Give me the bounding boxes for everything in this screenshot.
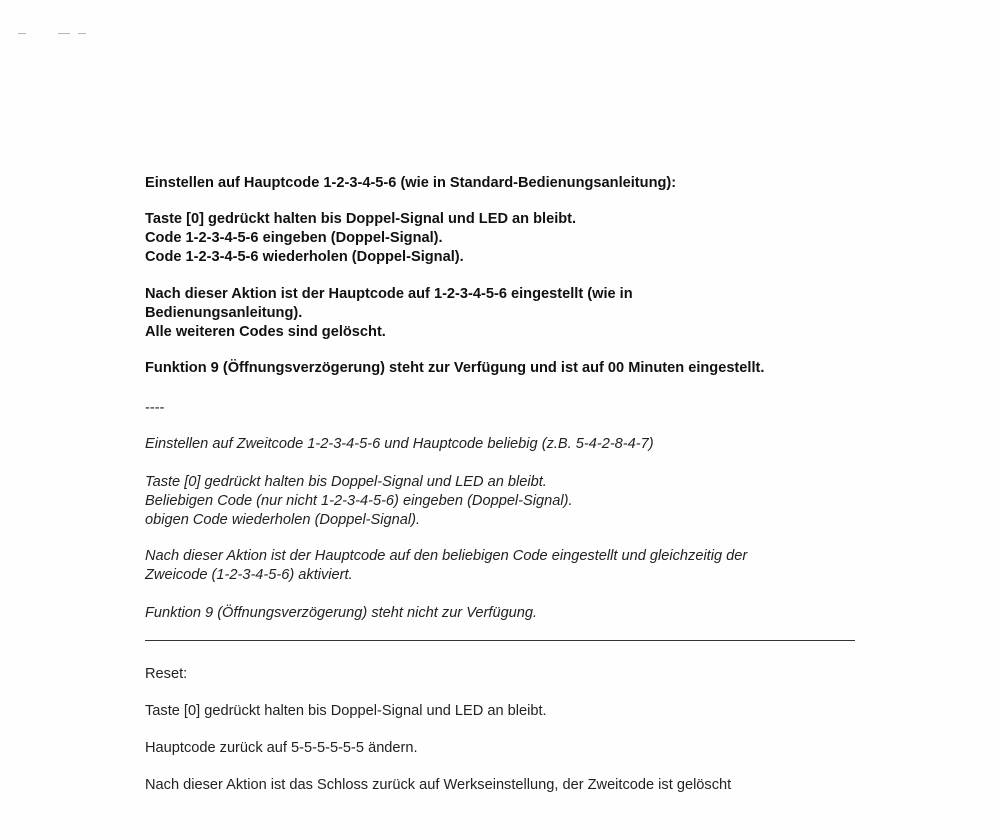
section3-heading: Reset: bbox=[145, 666, 188, 682]
section1-result-line-3: Alle weiteren Codes sind gelöscht. bbox=[145, 324, 386, 340]
section1-result-line-1: Nach dieser Aktion ist der Hauptcode auf 1-2-3-4-5-6 eingestellt (wie in bbox=[145, 286, 633, 302]
section2-step-2: Beliebigen Code (nur nicht 1-2-3-4-5-6) eingeben (Doppel-Signal). bbox=[145, 493, 573, 509]
section2-step-3: obigen Code wiederholen (Doppel-Signal). bbox=[145, 512, 421, 528]
section1-heading: Einstellen auf Hauptcode 1-2-3-4-5-6 (wie in Standard-Bedienungsanleitung): bbox=[145, 175, 677, 191]
section1-step-3: Code 1-2-3-4-5-6 wiederholen (Doppel-Signal). bbox=[145, 249, 464, 265]
section3-step-2: Hauptcode zurück auf 5-5-5-5-5-5 ändern. bbox=[145, 740, 418, 756]
separator-dashes: ---- bbox=[145, 400, 165, 416]
section2-step-1: Taste [0] gedrückt halten bis Doppel-Signal und LED an bleibt. bbox=[145, 474, 547, 490]
section1-step-2: Code 1-2-3-4-5-6 eingeben (Doppel-Signal). bbox=[145, 230, 443, 246]
section2-heading: Einstellen auf Zweitcode 1-2-3-4-5-6 und Hauptcode beliebig (z.B. 5-4-2-8-4-7) bbox=[145, 436, 654, 452]
horizontal-divider bbox=[145, 640, 855, 641]
section3-result: Nach dieser Aktion ist das Schloss zurück auf Werkseinstellung, der Zweitcode ist gelöscht bbox=[145, 777, 732, 793]
section2-result-line-1: Nach dieser Aktion ist der Hauptcode auf den beliebigen Code eingestellt und gleichzeitig der bbox=[145, 548, 748, 564]
section2-function-note: Funktion 9 (Öffnungsverzögerung) steht nicht zur Verfügung. bbox=[145, 605, 538, 621]
section1-step-1: Taste [0] gedrückt halten bis Doppel-Signal und LED an bleibt. bbox=[145, 211, 577, 227]
section1-result-line-2: Bedienungsanleitung). bbox=[145, 305, 303, 321]
section2-result-line-2: Zweicode (1-2-3-4-5-6) aktiviert. bbox=[145, 567, 353, 583]
section1-function-note: Funktion 9 (Öffnungsverzögerung) steht zur Verfügung und ist auf 00 Minuten eingestellt. bbox=[145, 360, 765, 376]
scan-artifact bbox=[18, 30, 88, 36]
section3-step-1: Taste [0] gedrückt halten bis Doppel-Signal und LED an bleibt. bbox=[145, 703, 547, 719]
